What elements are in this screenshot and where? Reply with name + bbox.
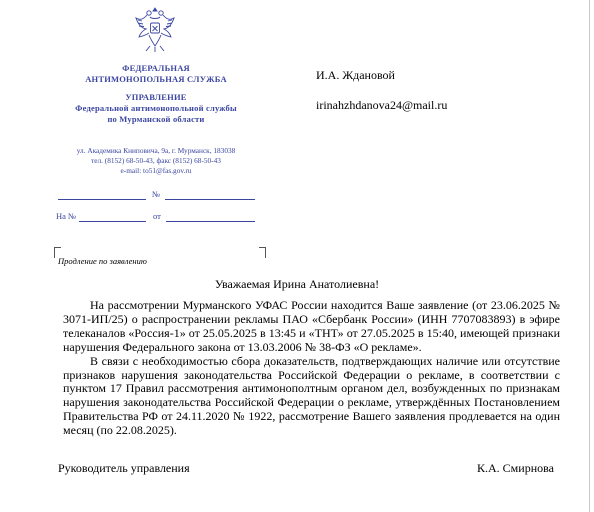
signatory-position: Руководитель управления — [58, 461, 190, 475]
org-name-line1: ФЕДЕРАЛЬНАЯ — [122, 63, 190, 73]
recipient-email: irinahzhdanova24@mail.ru — [316, 98, 448, 112]
signatory-name: К.А. Смирнова — [477, 461, 554, 475]
department-line3: по Мурманской области — [107, 114, 205, 124]
subject-bracket-right — [259, 247, 266, 258]
recipient-name: И.А. Ждановой — [316, 68, 395, 82]
email-line: e-mail: to51@fas.gov.ru — [120, 166, 192, 175]
greeting: Уважаемая Ирина Анатолиевна! — [214, 277, 380, 291]
outgoing-date-line — [58, 199, 146, 200]
incoming-from-label: от — [153, 211, 161, 221]
incoming-ref-label: На № — [56, 211, 77, 221]
org-name-line2: АНТИМОНОПОЛЬНАЯ СЛУЖБА — [85, 74, 227, 84]
incoming-date-line — [166, 221, 255, 222]
body-paragraph-1: На рассмотрении Мурманского УФАС России находится Ваше заявление (от 23.06.2025 № 3071-ИП/25) о распространении рекламы ПАО «Сбербанк России» (ИНН 7707083893) в эфире телеканалов «Россия-1» от 25.05.2025 в 13:45 и «ТНТ» от 27.05.2025 в 15:40, имеющей признаки нарушения Федерального закона от 13.03.2006 № 38-ФЗ «О рекламе». — [63, 298, 560, 354]
page-edge — [589, 0, 590, 512]
phone-line: тел. (8152) 68-50-43, факс (8152) 68-50-43 — [91, 156, 221, 165]
outgoing-number-line — [165, 199, 255, 200]
letter-body — [63, 299, 560, 438]
outgoing-number-label: № — [152, 189, 161, 199]
subject-line: Продление по заявлению — [58, 256, 147, 266]
incoming-number-line — [79, 221, 146, 222]
department-line2: Федеральной антимонопольной службы — [75, 103, 237, 113]
double-headed-eagle-emblem-icon — [133, 6, 177, 54]
department-line1: УПРАВЛЕНИЕ — [125, 92, 187, 102]
body-paragraph-2: В связи с необходимостью сбора доказательств, подтверждающих наличие или отсутствие признаков нарушения законодательства Российской Федерации о рекламе, в соответствии с пунктом 17 Правил рассмотрения антимонополтным органом дел, возбужденных по признакам нарушения законодательства Российской Федерации о рекламе, утверждённых Постановлением Правительства РФ от 24.11.2020 № 1922, рассмотрение Вашего заявления продлевается на один месяц (по 22.08.2025). — [63, 353, 560, 438]
address-line: ул. Академика Книповича, 9а, г. Мурманск, 183038 — [76, 146, 236, 155]
